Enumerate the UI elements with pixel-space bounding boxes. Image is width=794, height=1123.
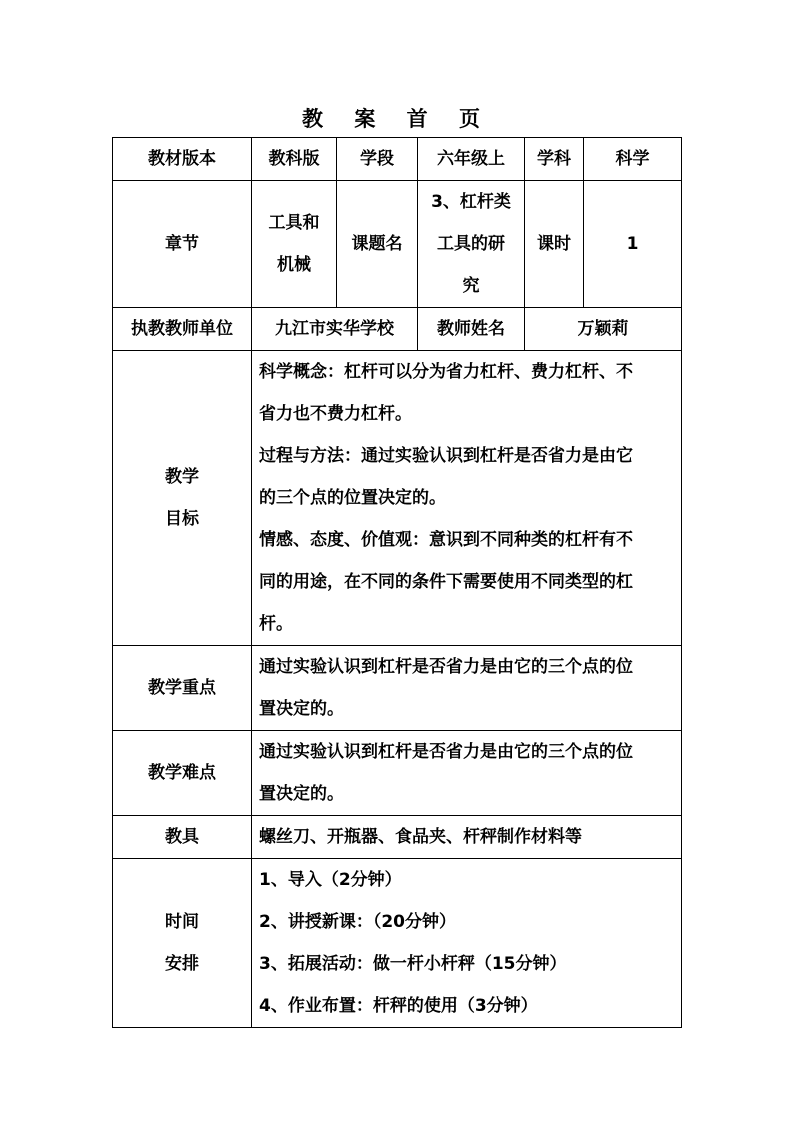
teacher-label: 教师姓名 — [418, 308, 525, 351]
topic-value — [418, 181, 525, 308]
table-row — [113, 308, 682, 351]
unit-value: 九江市实华学校 — [252, 308, 418, 351]
period-label: 课时 — [525, 181, 584, 308]
subject-value: 科学 — [584, 138, 682, 181]
schedule-item: 3、拓展活动：做一杆小杆秤（15分钟） — [259, 954, 567, 974]
key-points-content — [252, 646, 682, 731]
goals-line: 的三个点的位置决定的。 — [259, 488, 446, 508]
edition-label: 教材版本 — [113, 138, 252, 181]
lesson-plan-table — [112, 137, 682, 1028]
topic-value-line: 3、杠杆类 — [431, 192, 511, 212]
goals-line: 杆。 — [259, 614, 293, 634]
table-row — [113, 859, 682, 1028]
goals-content — [252, 351, 682, 646]
unit-label: 执教教师单位 — [113, 308, 252, 351]
difficulties-line: 置决定的。 — [259, 784, 344, 804]
topic-value-line: 究 — [462, 276, 480, 296]
table-row — [113, 138, 682, 181]
difficulties-content — [252, 731, 682, 816]
goals-line: 情感、态度、价值观：意识到不同种类的杠杆有不 — [259, 530, 633, 550]
goals-line: 省力也不费力杠杆。 — [259, 404, 412, 424]
edition-value: 教科版 — [252, 138, 337, 181]
table-row — [113, 646, 682, 731]
stage-label: 学段 — [337, 138, 418, 181]
goals-label-line: 目标 — [165, 509, 199, 529]
key-points-label: 教学重点 — [113, 646, 252, 731]
goals-line: 科学概念：杠杆可以分为省力杠杆、费力杠杆、不 — [259, 362, 633, 382]
topic-value-line: 工具的研 — [437, 234, 505, 254]
key-points-line: 通过实验认识到杠杆是否省力是由它的三个点的位 — [259, 657, 633, 677]
tools-label: 教具 — [113, 816, 252, 859]
goals-line: 同的用途，在不同的条件下需要使用不同类型的杠 — [259, 572, 633, 592]
schedule-label-line: 时间 — [165, 912, 199, 932]
chapter-value-line: 工具和 — [268, 213, 320, 233]
tools-value: 螺丝刀、开瓶器、食品夹、杆秤制作材料等 — [252, 816, 682, 859]
table-row — [113, 181, 682, 308]
goals-label-line: 教学 — [165, 467, 199, 487]
difficulties-label: 教学难点 — [113, 731, 252, 816]
schedule-content — [252, 859, 682, 1028]
table-row — [113, 351, 682, 646]
schedule-item: 2、讲授新课：（20分钟） — [259, 912, 456, 932]
period-value: 1 — [584, 181, 682, 308]
goals-label — [113, 351, 252, 646]
table-row — [113, 731, 682, 816]
schedule-item: 4、作业布置：杆秤的使用（3分钟） — [259, 996, 538, 1016]
chapter-value — [252, 181, 337, 308]
goals-line: 过程与方法：通过实验认识到杠杆是否省力是由它 — [259, 446, 633, 466]
subject-label: 学科 — [525, 138, 584, 181]
schedule-label-line: 安排 — [165, 954, 199, 974]
difficulties-line: 通过实验认识到杠杆是否省力是由它的三个点的位 — [259, 742, 633, 762]
topic-label: 课题名 — [337, 181, 418, 308]
key-points-line: 置决定的。 — [259, 699, 344, 719]
schedule-label — [113, 859, 252, 1028]
stage-value: 六年级上 — [418, 138, 525, 181]
teacher-value: 万颖莉 — [525, 308, 682, 351]
chapter-label: 章节 — [113, 181, 252, 308]
table-row — [113, 816, 682, 859]
schedule-item: 1、导入（2分钟） — [259, 870, 402, 890]
chapter-value-line: 机械 — [277, 255, 311, 275]
page-title: 教 案 首 页 — [302, 107, 492, 131]
